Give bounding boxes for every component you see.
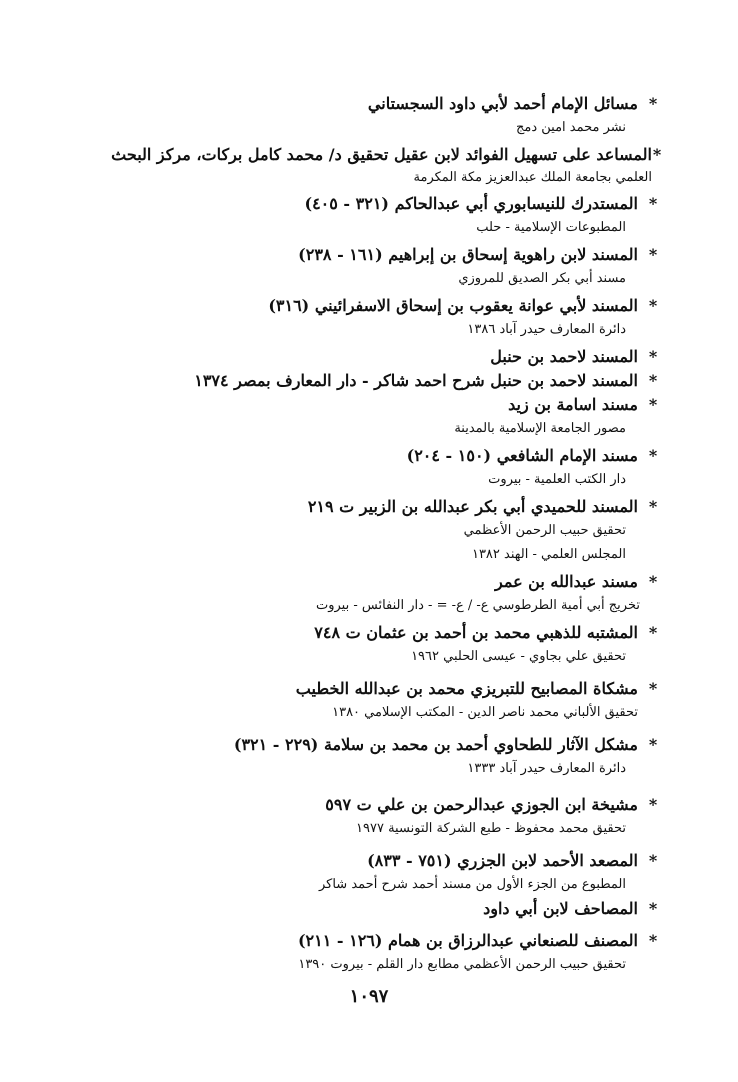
- entry-title: المسند لاحمد بن حنبل شرح احمد شاكر - دار المعارف بمصر ١٣٧٤: [194, 371, 638, 390]
- entry-title: المصعد الأحمد لابن الجزري (٧٥١ - ٨٣٣): [367, 851, 638, 870]
- bullet-mark: *: [648, 735, 658, 754]
- bibliography-entry: [78, 621, 658, 669]
- entry-note: تخريج أبي أمية الطرطوسي ع- / ع- = - دار النفائس - بيروت: [315, 598, 640, 613]
- entry-note: نشر محمد امين دمج: [515, 120, 626, 135]
- entry-title: المسند لاحمد بن حنبل: [490, 347, 638, 366]
- entry-title: مسند الإمام الشافعي (١٥٠ - ٢٠٤): [406, 446, 638, 465]
- bullet-mark: *: [648, 623, 658, 642]
- entry-title: المصاحف لابن أبي داود: [483, 899, 638, 918]
- entry-title: مشكاة المصابيح للتبريزي محمد بن عبدالله الخطيب: [295, 679, 638, 698]
- entry-title: المصنف للصنعاني عبدالرزاق بن همام (١٢٦ - ٢١١): [297, 931, 638, 950]
- entry-note: تحقيق علي بجاوي - عيسى الحلبي ١٩٦٢: [411, 649, 626, 664]
- bibliography-entry: [78, 677, 658, 725]
- entry-title: المساعد على تسهيل الفوائد لابن عقيل تحقيق د/ محمد كامل بركات، مركز البحث: [111, 145, 652, 164]
- bullet-mark: *: [648, 679, 658, 698]
- entry-note: مصور الجامعة الإسلامية بالمدينة: [454, 421, 626, 436]
- bibliography-entry: [78, 897, 658, 921]
- bibliography-entry: [78, 495, 658, 567]
- bullet-mark: *: [648, 194, 658, 213]
- bullet-mark: *: [648, 851, 658, 870]
- bullet-mark: *: [648, 296, 658, 315]
- bibliography-entry: [78, 929, 658, 977]
- entry-title: المستدرك للنيسابوري أبي عبدالحاكم (٣٢١ - ٤٠٥): [304, 194, 638, 213]
- bullet-mark: *: [648, 371, 658, 390]
- entry-note: دائرة المعارف حيدر آباد ١٣٨٦: [467, 322, 626, 337]
- bibliography-entry: [78, 369, 658, 393]
- entry-note: المطبوعات الإسلامية - حلب: [476, 220, 626, 235]
- entry-note: المجلس العلمي - الهند ١٣٨٢: [471, 547, 626, 562]
- entry-note: تحقيق حبيب الرحمن الأعظمي مطابع دار القلم - بيروت ١٣٩٠: [298, 957, 626, 972]
- bibliography-entry: [78, 294, 658, 342]
- entry-title: المسند لابن راهوية إسحاق بن إبراهيم (١٦١ - ٢٣٨): [298, 245, 638, 264]
- entry-title: مشكل الآثار للطحاوي أحمد بن محمد بن سلامة (٢٢٩ - ٣٢١): [233, 735, 638, 754]
- bibliography-entry: [78, 393, 658, 441]
- bibliography-entry: [78, 243, 658, 291]
- entry-note: تحقيق حبيب الرحمن الأعظمي: [463, 523, 626, 538]
- page-number: ١٠٩٧: [349, 986, 389, 1007]
- entry-title: مسند عبدالله بن عمر: [494, 572, 638, 591]
- bibliography-entry: [78, 143, 662, 189]
- bullet-mark: *: [648, 931, 658, 950]
- bullet-mark: *: [648, 395, 658, 414]
- entry-note: العلمي بجامعة الملك عبدالعزيز مكة المكرمة: [413, 170, 652, 185]
- bullet-mark: *: [648, 245, 658, 264]
- bullet-mark: *: [648, 795, 658, 814]
- bullet-mark: *: [648, 497, 658, 516]
- entry-note: تحقيق الألباني محمد ناصر الدين - المكتب الإسلامي ١٣٨٠: [332, 705, 638, 720]
- entry-note: تحقيق محمد محفوظ - طبع الشركة التونسية ١٩٧٧: [356, 821, 626, 836]
- bibliography-entry: [78, 192, 658, 240]
- bibliography-entry: [78, 570, 658, 618]
- bibliography-entry: [78, 345, 658, 369]
- entry-note: دار الكتب العلمية - بيروت: [488, 472, 626, 487]
- entry-title: المسند للحميدي أبي بكر عبدالله بن الزبير ت ٢١٩: [307, 497, 638, 516]
- bullet-mark: *: [648, 347, 658, 366]
- bullet-mark: *: [648, 899, 658, 918]
- bibliography-list: [78, 92, 662, 977]
- bullet-mark: *: [648, 446, 658, 465]
- bibliography-entry: [78, 849, 658, 897]
- bullet-mark: *: [648, 94, 658, 113]
- entry-note: دائرة المعارف حيدر آباد ١٣٣٣: [467, 761, 626, 776]
- bullet-mark: *: [652, 145, 662, 164]
- entry-title: مشيخة ابن الجوزي عبدالرحمن بن علي ت ٥٩٧: [325, 795, 638, 814]
- bibliography-entry: [78, 793, 658, 841]
- entry-title: مسند اسامة بن زيد: [508, 395, 638, 414]
- bullet-mark: *: [648, 572, 658, 591]
- entry-title: المشتبه للذهبي محمد بن أحمد بن عثمان ت ٧٤٨: [314, 623, 638, 642]
- entry-note: المطبوع من الجزء الأول من مسند أحمد شرح أحمد شاكر: [318, 877, 626, 892]
- bibliography-entry: [78, 444, 658, 492]
- bibliography-entry: [78, 733, 658, 781]
- bibliography-entry: [78, 92, 658, 140]
- entry-title: المسند لأبي عوانة يعقوب بن إسحاق الاسفرائيني (٣١٦): [268, 296, 638, 315]
- entry-note: مسند أبي بكر الصديق للمروزي: [458, 271, 626, 286]
- entry-title: مسائل الإمام أحمد لأبي داود السجستاني: [367, 94, 638, 113]
